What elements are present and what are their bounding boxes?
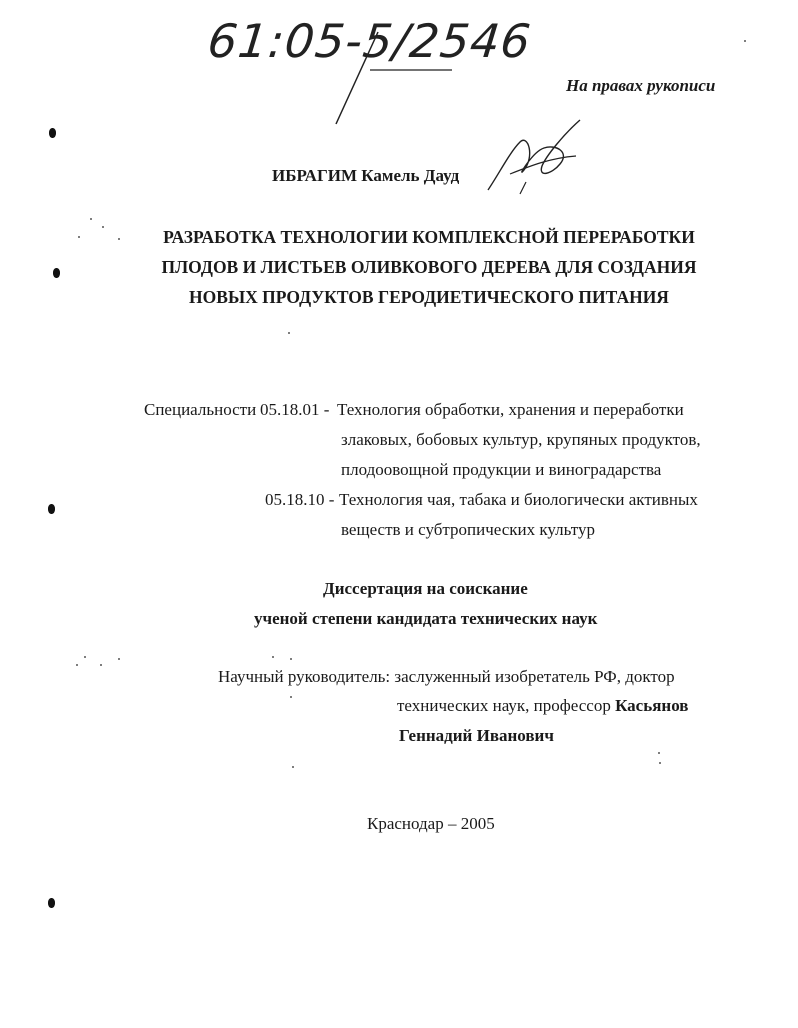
scan-speck: [90, 218, 92, 220]
catalog-number: 61:05-5/2546: [205, 14, 534, 68]
specialty-1-line-1: Технология обработки, хранения и переработки: [337, 400, 684, 419]
supervisor-line-1: Научный руководитель: заслуженный изобретатель РФ, доктор: [218, 667, 675, 686]
rights-notice: На правах рукописи: [566, 76, 716, 95]
supervisor-degree: технических наук, профессор: [397, 696, 616, 715]
scan-speck: [290, 696, 292, 698]
punch-hole-mark: [48, 898, 55, 908]
scan-speck: [658, 752, 660, 754]
specialties-label: Специальности: [144, 400, 257, 419]
supervisor-line-2: [397, 696, 688, 716]
scan-speck: [78, 236, 80, 238]
title-line-2: ПЛОДОВ И ЛИСТЬЕВ ОЛИВКОВОГО ДЕРЕВА ДЛЯ СОЗДАНИЯ: [161, 257, 697, 277]
author-given-names: Камель Дауд: [357, 166, 460, 185]
author-surname: ИБРАГИМ: [272, 166, 358, 185]
scan-speck: [744, 40, 746, 42]
scan-speck: [84, 656, 86, 658]
author-name: [272, 166, 459, 186]
dissertation-line-2: ученой степени кандидата технических наук: [254, 609, 598, 628]
supervisor-surname: Касьянов: [615, 696, 689, 715]
dissertation-line-1: Диссертация на соискание: [323, 579, 528, 598]
punch-hole-mark: [53, 268, 60, 278]
specialty-2-line-2: веществ и субтропических культур: [341, 520, 595, 539]
punch-hole-mark: [49, 128, 56, 138]
title-line-1: РАЗРАБОТКА ТЕХНОЛОГИИ КОМПЛЕКСНОЙ ПЕРЕРАБОТКИ: [163, 227, 695, 247]
supervisor-line-3: Геннадий Иванович: [399, 726, 554, 745]
scan-speck: [272, 656, 274, 658]
city-year: Краснодар – 2005: [367, 814, 495, 833]
title-line-3: НОВЫХ ПРОДУКТОВ ГЕРОДИЕТИЧЕСКОГО ПИТАНИЯ: [189, 287, 669, 307]
specialty-1-line-3: плодоовощной продукции и виноградарства: [341, 460, 662, 479]
scan-speck: [118, 238, 120, 240]
signature-icon: [480, 112, 590, 202]
punch-hole-mark: [48, 504, 55, 514]
scan-speck: [76, 664, 78, 666]
scan-speck: [118, 658, 120, 660]
scan-speck: [102, 226, 104, 228]
scan-speck: [659, 762, 661, 764]
specialty-2-line-1: Технология чая, табака и биологически активных: [339, 490, 698, 509]
scan-speck: [292, 766, 294, 768]
specialty-code-1: 05.18.01 -: [260, 400, 330, 419]
scan-speck: [290, 658, 292, 660]
scan-speck: [288, 332, 290, 334]
dissertation-title: [0, 222, 798, 312]
specialty-code-2: 05.18.10 -: [265, 490, 335, 509]
scan-speck: [100, 664, 102, 666]
specialty-1-line-2: злаковых, бобовых культур, крупяных продуктов,: [341, 430, 701, 449]
